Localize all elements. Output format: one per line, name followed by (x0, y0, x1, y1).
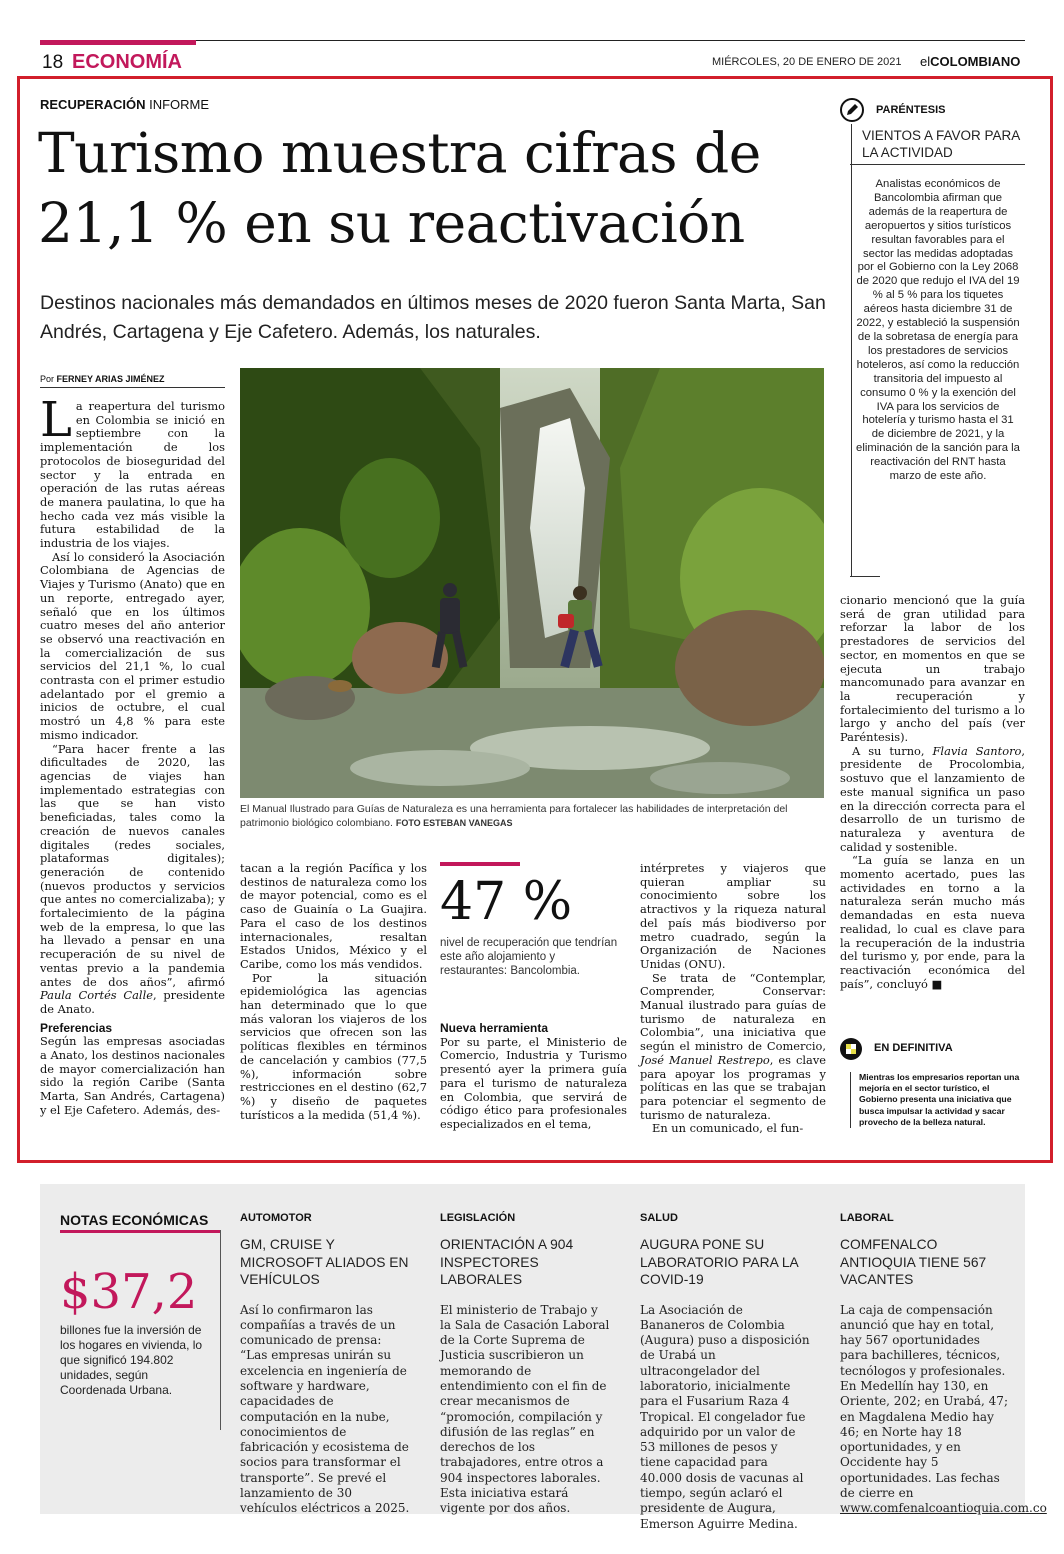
person-name: Flavia Santoro (932, 743, 1022, 758)
article-paragraph (840, 854, 1025, 991)
article-column-3 (440, 1022, 627, 1132)
en-definitiva-label: EN DEFINITIVA (874, 1042, 953, 1054)
nota-title: GM, CRUISE Y MICROSOFT ALIADOS EN VEHÍCULOS (240, 1237, 409, 1287)
article-paragraph (40, 743, 225, 1017)
paragraph-text: , presidente de Anato. (40, 988, 225, 1016)
pencil-icon (840, 98, 864, 122)
photo-credit: FOTO ESTEBAN VANEGAS (395, 818, 513, 828)
end-mark: ■ (931, 976, 943, 991)
person-name: Paula Cortés Calle (40, 988, 153, 1003)
article-column-1 (40, 392, 225, 1118)
article-column-2 (240, 862, 427, 1122)
article-column-4 (640, 862, 826, 1136)
masthead-prefix: el (920, 54, 931, 69)
parentesis-title: VIENTOS A FAVOR PARA LA ACTIVIDAD (862, 128, 1020, 160)
article-paragraph: Según las empresas asociadas a Anato, los destinos nacionales de mayor comercialización han sido la región Caribe (Santa Marta, San Andrés, Cartagena) y el Eje Cafetero. Además, des- (40, 1034, 225, 1117)
notas-number-text: billones fue la inversión de los hogares en vivienda, lo que significó 194.802 unidades, según Coordenada Urbana. (60, 1323, 203, 1397)
nota-automotor (240, 1212, 410, 1517)
article-paragraph: tacan a la región Pacífica y los destinos de naturaleza como los de mayor potencial, como es el caso de Guainía o La Guajira. Para el caso de los destinos internacionales, resaltan Estados Unidos, México y el Caribe, como los más vendidos. (240, 861, 427, 971)
paragraph-text: “Para hacer frente a las dificultades de 2020, las agencias de viajes han implementado estrategias con las que se han visto beneficiadas, tales como la creación de nuevos canales digitales (redes sociales, plataformas digitales); generación de contenido (nuevos productos y servicios que antes no comercializaba); y fortalecimiento de la página web de la empresa, lo que las ha llevado a pensar en una recuperación de su nivel de ventas previo a la pandemia antes de dos años”, afirmó (40, 741, 225, 989)
page-number: 18 (42, 52, 64, 73)
caption-text: El Manual Ilustrado para Guías de Naturaleza es una herramienta para fortalecer las habilidades de interpretación del patrimonio biológico colombiano. (240, 803, 788, 829)
article-paragraph: cionario mencionó que la guía será de gran utilidad para reforzar la labor de los prestadores de servicios del sector, en momentos en que se ejecuta un trabajo mancomunado para avanzar en la recuperación y fortalecimiento del turismo a lo largo y ancho del país (ver Paréntesis). (840, 593, 1025, 745)
nota-category: SALUD (640, 1212, 678, 1224)
nota-salud (640, 1212, 810, 1532)
notas-title: NOTAS ECONÓMICAS (60, 1212, 209, 1228)
parentesis-bottom-rule (850, 576, 880, 577)
byline-prefix: Por (40, 374, 55, 384)
parentesis-body: Analistas económicos de Bancolombia afirman que además de la reapertura de aeropuertos y sitios turísticos resultan favorables para el sector las medidas adoptadas por el Gobierno con la Ley 2068 de 2020 que redujo el IVA del 19 % al 5 % para los tiquetes aéreos hasta diciembre 31 de 2022, y estableció la suspensión de la sobretasa de energía para los prestadores de servicios hoteleros, así como la reducción transitoria del impuesto al consumo 0 % y la exención del IVA para los servicios de hotelería y turismo hasta el 31 de diciembre de 2021, y la eliminación de la sanción para la reactivación del RNT hasta marzo de este año. (856, 178, 1020, 483)
paragraph-text: A su turno, (852, 743, 925, 758)
nota-category: AUTOMOTOR (240, 1212, 312, 1224)
nota-body: La Asociación de Bananeros de Colombia (Augura) puso a disposición de Urabá un ultracongelador del laboratorio, inicialmente para el Fusarium Raza 4 Tropical. El congelador fue adquirido por un valor de 53 millones de pesos y tiene capacidad para 40.000 dosis de vacunas al tiempo, según aclaró el presidente de Augura, Emerson Aguirre Medina. (640, 1302, 810, 1531)
drop-cap: L (40, 392, 72, 448)
parentesis-title-rule (850, 164, 1025, 165)
paragraph-text: , es clave para apoyar los programas y políticas en las que se trabajan para potenciar el segmento de turismo de naturaleza. (640, 1052, 826, 1122)
kicker-type: INFORME (149, 97, 210, 112)
nota-title: COMFENALCO ANTIOQUIA TIENE 567 VACANTES (840, 1237, 987, 1287)
notas-big-number: $37,2 (60, 1264, 198, 1320)
nota-body-text: La caja de compensación anunció que hay en total, hay 567 oportunidades para bachilleres, técnicos, tecnólogos y profesionales. En Medellín hay 130, en Oriente, 202; en Urabá, 47; en Magdalena Medio hay 46; en Norte hay 18 oportunidades, y en Occidente hay 5 oportunidades. Las fechas de cierre en (840, 1302, 1008, 1501)
notas-title-rule (60, 1230, 220, 1233)
byline-author: FERNEY ARIAS JIMÉNEZ (56, 374, 165, 384)
nota-body: Así lo confirmaron las compañías a través de un comunicado de prensa: “Las empresas unirán su excelencia en ingeniería de software y hardware, capacidades de computación en la nube, conocimientos de fabricación y ecosistema de socios para transformar el transporte”. Se prevé el lanzamiento de 30 vehículos eléctricos a 2025. (240, 1302, 410, 1516)
article-paragraph: Por su parte, el Ministerio de Comercio, Industria y Turismo presentó ayer la primera guía para el turismo de naturaleza en Colombia, que servirá de código ético para profesionales especializados en el tema, (440, 1034, 627, 1131)
nota-body: El ministerio de Trabajo y la Sala de Casación Laboral de la Corte Suprema de Justicia suscribieron un memorando de entendimiento con el fin de crear mecanismos de “promoción, compilación y difusión de las reglas” en derechos de los trabajadores, entre otros a 904 inspectores laborales. Esta iniciativa estará vigente por dos años. (440, 1302, 610, 1516)
section-name: ECONOMÍA (72, 51, 182, 73)
kicker (40, 97, 209, 112)
nota-title: AUGURA PONE SU LABORATORIO PARA LA COVID-19 (640, 1237, 798, 1287)
nota-category: LABORAL (840, 1212, 894, 1224)
headline: Turismo muestra cifras de 21,1 % en su reactivación (38, 121, 761, 255)
nota-laboral (840, 1212, 1047, 1517)
stat-accent-rule (440, 862, 520, 866)
subheadline: Destinos nacionales más demandados en últimos meses de 2020 fueron Santa Marta, San Andrés, Cartagena y Eje Cafetero. Además, los naturales. (40, 292, 826, 343)
paragraph-text: “La guía se lanza en un momento acertado, pues las actividades en torno a la naturaleza serán mucho más demandadas en esta nueva realidad, lo cual es clave para la recuperación de la industria del turismo y, por ende, para la reactivación económica del país”, concluyó (840, 853, 1025, 991)
paragraph-text: , presidente de Procolombia, sostuvo que el lanzamiento de este manual significa un paso en la dirección correcta para el desarrollo de un turismo de naturaleza y aventura de calidad y sostenible. (840, 743, 1026, 854)
kicker-section: RECUPERACIÓN (40, 97, 146, 112)
inner-subhead: Preferencias (40, 1020, 113, 1035)
person-name: José Manuel Restrepo (640, 1052, 770, 1067)
stat-description: nivel de recuperación que tendrían este año alojamiento y restaurantes: Bancolombia. (440, 937, 618, 977)
paragraph-text: Se trata de “Contemplar, Comprender, Conservar: Manual ilustrado para guías de turismo de naturaleza en Colombia”, una iniciativa que según el ministro de Comercio, (640, 970, 826, 1054)
article-paragraph (840, 745, 1025, 855)
photo-caption (240, 802, 824, 830)
masthead-name: COLOMBIANO (930, 54, 1021, 69)
byline (40, 374, 165, 384)
nota-legislacion (440, 1212, 610, 1517)
nota-category: LEGISLACIÓN (440, 1212, 516, 1224)
inner-subhead: Nueva herramienta (440, 1021, 549, 1035)
article-paragraph: En un comunicado, el fun- (652, 1121, 804, 1136)
en-definitiva-body: Mientras los empresarios reportan una mejoría en el sector turístico, el Gobierno presenta una iniciativa que busca impulsar la actividad y sacar provecho de la belleza natural. (850, 1072, 1025, 1128)
article-column-5 (840, 594, 1025, 991)
section-accent-bar (40, 40, 196, 45)
nota-link[interactable]: www.comfenalcoantioquia.com.co (840, 1501, 1047, 1516)
article-paragraph: Así lo consideró la Asociación Colombiana de Agencias de Viajes y Turismo (Anato) que en un reporte, entregado ayer, señaló que en los últimos cuatro meses del año anterior se observó una reactivación en la comercialización de sus servicios del 21,1 %, lo cual contrasta con el primer estudio adelantado por el gremio a inicios de octubre, el cual mostró un 4,8 % para este mismo indicador. (40, 549, 225, 742)
photo-illustration (240, 368, 824, 798)
article-paragraph (40, 392, 225, 551)
notas-divider (220, 1230, 221, 1430)
waterfall-photo (240, 368, 824, 798)
byline-rule (40, 387, 225, 388)
stat-number: 47 % (440, 872, 573, 932)
paragraph-text: a reapertura del turismo en Colombia se inició en septiembre con la implementación de los protocolos de bioseguridad del sector y la entrada en operación de las rutas aéreas de manera paulatina, lo que ha hecho cada vez más visible la futura estabilidad de la industria de los viajes. (40, 399, 225, 551)
parentesis-side-rule (851, 124, 852, 576)
checker-icon (840, 1038, 862, 1060)
article-paragraph (640, 972, 826, 1123)
article-paragraph: Por la situación epidemiológica las agencias han determinado que lo que más valoran los viajeros de los servicios que ofrecen son las políticas flexibles en términos de cancelación y cambios (77,5 %), información sobre restricciones en el destino (62,7 %) y diseño de paquetes turísticos a la medida (51,4 %). (240, 970, 427, 1122)
nota-title: ORIENTACIÓN A 904 INSPECTORES LABORALES (440, 1237, 574, 1287)
masthead-logo (920, 54, 1020, 69)
article-paragraph: intérpretes y viajeros que quieran ampliar su conocimiento sobre los atractivos y la riqueza natural del país más biodiverso por metro cuadrado, según la Organización de Naciones Unidas (ONU). (640, 861, 826, 971)
issue-date: MIÉRCOLES, 20 DE ENERO DE 2021 (712, 56, 902, 68)
nota-body (840, 1302, 1047, 1517)
parentesis-label: PARÉNTESIS (876, 104, 946, 116)
